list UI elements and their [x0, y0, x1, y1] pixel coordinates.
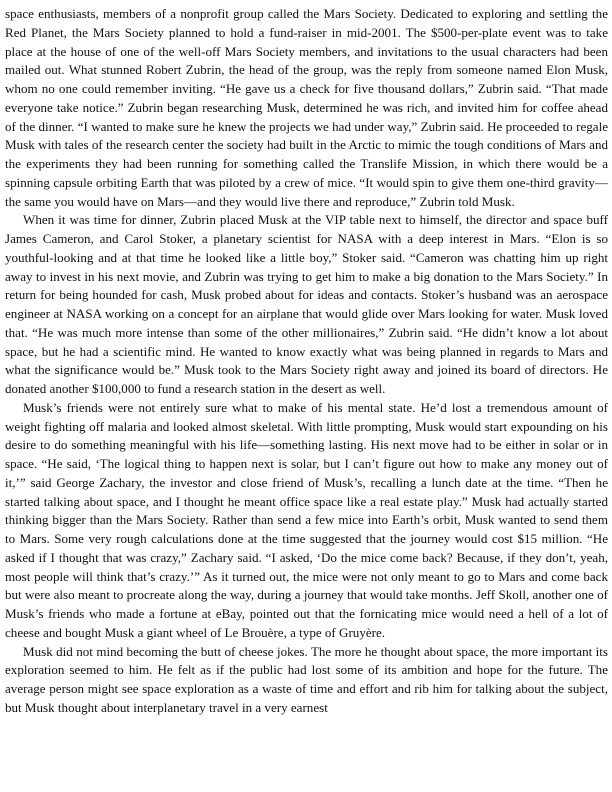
book-page-text: [5, 5, 608, 718]
paragraph-musk-friends-mice-to-mars: Musk’s friends were not entirely sure what to make of his mental state. He’d lost a tremendous amount of weight fighting off malaria and looked almost skeletal. With little prompting, Musk would start expounding on his desire to do something meaningful with his life—something lasting. His next move had to be either in solar or in space. “He said, ‘The logical thing to happen next is solar, but I can’t figure out how to make any money out of it,’” said George Zachary, the investor and close friend of Musk’s, recalling a lunch date at the time. “Then he started talking about space, and I thought he meant office space like a real estate play.” Musk had actually started thinking bigger than the Mars Society. Rather than send a few mice into Earth’s orbit, Musk wanted to send them to Mars. Some very rough calculations done at the time suggested that the journey would cost $15 million. “He asked if I thought that was crazy,” Zachary said. “I asked, ‘Do the mice come back? Because, if they don’t, yeah, most people will think that’s crazy.’” As it turned out, the mice were not only meant to go to Mars and come back but were also meant to procreate along the way, during a journey that would take months. Jeff Skoll, another one of Musk’s friends who made a fortune at eBay, pointed out that the fornicating mice would need a hell of a lot of cheese and bought Musk a giant wheel of Le Brouère, a type of Gruyère.: [5, 399, 608, 640]
paragraph-cheese-jokes: Musk did not mind becoming the butt of cheese jokes. The more he thought about space, the more important its exploration seemed to him. He felt as if the public had lost some of its ambition and hope for the future. The average person might see space exploration as a waste of time and effort and rib him for talking about the subject, but Musk thought about interplanetary travel in a very earnest: [5, 643, 608, 715]
paragraph-vip-dinner: When it was time for dinner, Zubrin placed Musk at the VIP table next to himself, the director and space buff James Cameron, and Carol Stoker, a planetary scientist for NASA with a deep interest in Mars. “Elon is so youthful-looking and at that time he looked like a little boy,” Stoker said. “Cameron was chatting him up right away to invest in his next movie, and Zubrin was trying to get him to make a big donation to the Mars Society.” In return for being hounded for cash, Musk probed about for ideas and contacts. Stoker’s husband was an aerospace engineer at NASA working on a concept for an airplane that would glide over Mars looking for water. Musk loved that. “He was much more intense than some of the other millionaires,” Zubrin said. “He didn’t know a lot about space, but he had a scientific mind. He wanted to know exactly what was being planned in regards to Mars and what the significance would be.” Musk took to the Mars Society right away and joined its board of directors. He donated another $100,000 to fund a research station in the desert as well.: [5, 212, 608, 396]
paragraph-mars-society-fundraiser: space enthusiasts, members of a nonprofit group called the Mars Society. Dedicated to exploring and settling the Red Planet, the Mars Society planned to hold a fund-raiser in mid-2001. The $500-per-plate event was to take place at the house of one of the well-off Mars Society members, and invitations to the usual characters had been mailed out. What stunned Robert Zubrin, the head of the group, was the reply from someone named Elon Musk, whom no one could remember inviting. “He gave us a check for five thousand dollars,” Zubrin said. “That made everyone take notice.” Zubrin began researching Musk, determined he was rich, and invited him for coffee ahead of the dinner. “I wanted to make sure he knew the projects we had under way,” Zubrin said. He proceeded to regale Musk with tales of the research center the society had built in the Arctic to mimic the tough conditions of Mars and the experiments they had been running for something called the Translife Mission, in which there would be a spinning capsule orbiting Earth that was piloted by a crew of mice. “It would spin to give them one-third gravity—the same you would have on Mars—and they would live there and reproduce,” Zubrin told Musk.: [5, 6, 608, 209]
